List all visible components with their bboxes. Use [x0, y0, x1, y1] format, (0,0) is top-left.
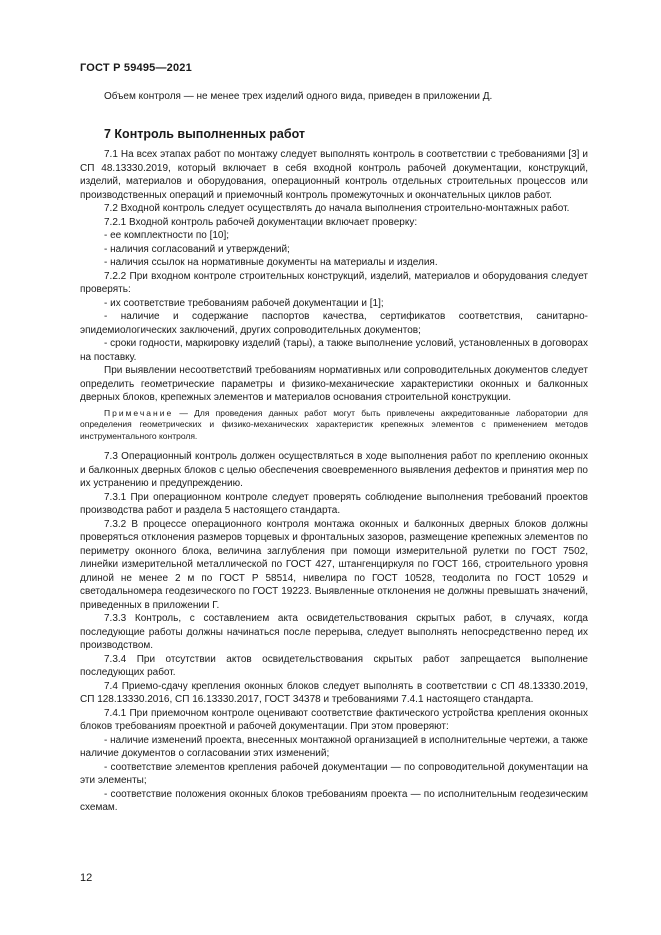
list-item: - ее комплектности по [10]; — [104, 230, 230, 241]
list-item: - наличие изменений проекта, внесенных монтажной организацией в исполнительные чертежи, а также наличие документов о согласовании этих изменений; — [80, 734, 588, 759]
paragraph-7-3-2: 7.3.2 В процессе операционного контроля монтажа оконных и балконных дверных блоков должны проверяться отклонения размеров торцевых и фронтальных зазоров, размещение крепежных элементов по периметру оконного блока, величина заглубления при помощи измерительной рулетки по ГОСТ 7502, линейки измерительной металлической по ГОСТ 427, штангенциркуля по ГОСТ 166, строительного уровня длиной не менее 2 м по ГОСТ Р 58514, нивелира по ГОСТ 10528, теодолита по ГОСТ 10529 и светодальномера геодезического по ГОСТ 19223. Выявленные отклонения не должны превышать значений, приведенных в приложении Г. — [80, 518, 588, 611]
document-body — [80, 90, 588, 815]
paragraph-7-1: 7.1 На всех этапах работ по монтажу следует выполнять контроль в соответствии с требованиями [3] и СП 48.13330.2019, который включает в себя входной контроль рабочей документации, конструкций, изделий, материалов и оборудования, операционный контроль отдельных строительных процессов или производственных операций и приемочный контроль промежуточных и окончательных циклов работ. — [80, 149, 588, 201]
list-item: - сроки годности, маркировку изделий (тары), а также выполнение условий, установленных в договорах на поставку. — [80, 338, 588, 363]
paragraph-7-2: 7.2 Входной контроль следует осуществлять до начала выполнения строительно-монтажных работ. — [104, 203, 570, 214]
paragraph-7-4-1: 7.4.1 При приемочном контроле оценивают соответствие фактического устройства крепления оконных блоков требованиям проектной и рабочей документации. При этом проверяют: — [80, 707, 588, 732]
note-text: — Для проведения данных работ могут быть привлечены аккредитованные лаборатории для определения геометрических и физико-механических характеристик крепежных элементов с применением методов инструментального контроля. — [80, 407, 588, 441]
page-number: 12 — [80, 872, 93, 884]
paragraph-nonconformity: При выявлении несоответствий требованиям нормативных или сопроводительных документов следует определить геометрические параметры и физико-механические характеристики оконных и балконных дверных блоков, крепежных элементов и материалов основания строительной конструкции. — [80, 365, 588, 403]
paragraph-7-3-4: 7.3.4 При отсутствии актов освидетельствования скрытых работ запрещается выполнение последующих работ. — [80, 653, 588, 678]
paragraph-7-2-1: 7.2.1 Входной контроль рабочей документации включает проверку: — [104, 216, 418, 228]
section-heading: 7 Контроль выполненных работ — [104, 126, 306, 141]
note-block — [80, 408, 588, 443]
document-id-header: ГОСТ Р 59495—2021 — [80, 62, 192, 74]
list-item: - соответствие элементов крепления рабочей документации — по сопроводительной документации на эти элементы; — [80, 761, 588, 786]
paragraph-7-3: 7.3 Операционный контроль должен осуществляться в ходе выполнения работ по креплению оконных и балконных дверных блоков с целью обеспечения своевременного выявления дефектов и принятия мер по их устранению и предупреждению. — [80, 451, 588, 489]
paragraph-7-4: 7.4 Приемо-сдачу крепления оконных блоков следует выполнять в соответствии с СП 48.13330.2019, СП 128.13330.2016, СП 16.13330.2017, ГОСТ 34378 и требованиями 7.4.1 настоящего стандарта. — [80, 680, 588, 705]
paragraph-group-b — [80, 450, 588, 815]
list-item: - наличие и содержание паспортов качества, сертификатов соответствия, санитарно-эпидемиологических заключений, других сопроводительных документов; — [80, 311, 588, 336]
list-item: - их соответствие требованиям рабочей документации и [1]; — [104, 297, 384, 309]
list-item: - наличия согласований и утверждений; — [104, 243, 290, 255]
paragraph-group-a — [80, 148, 588, 405]
list-item: - наличия ссылок на нормативные документы на материалы и изделия. — [104, 257, 438, 268]
paragraph-7-3-3: 7.3.3 Контроль, с составлением акта освидетельствования скрытых работ, в случаях, когда последующие работы должны начинаться после перерыва, следует выполнять непосредственно перед их производством. — [80, 613, 588, 651]
note-label: Примечание — [104, 407, 174, 418]
intro-paragraph: Объем контроля — не менее трех изделий одного вида, приведен в приложении Д. — [104, 91, 493, 102]
paragraph-7-3-1: 7.3.1 При операционном контроле следует проверять соблюдение выполнения требований проектов производства работ и раздела 5 настоящего стандарта. — [80, 491, 588, 516]
list-item: - соответствие положения оконных блоков требованиям проекта — по исполнительным геодезическим схемам. — [80, 788, 588, 813]
paragraph-7-2-2: 7.2.2 При входном контроле строительных конструкций, изделий, материалов и оборудования следует проверять: — [80, 270, 588, 295]
